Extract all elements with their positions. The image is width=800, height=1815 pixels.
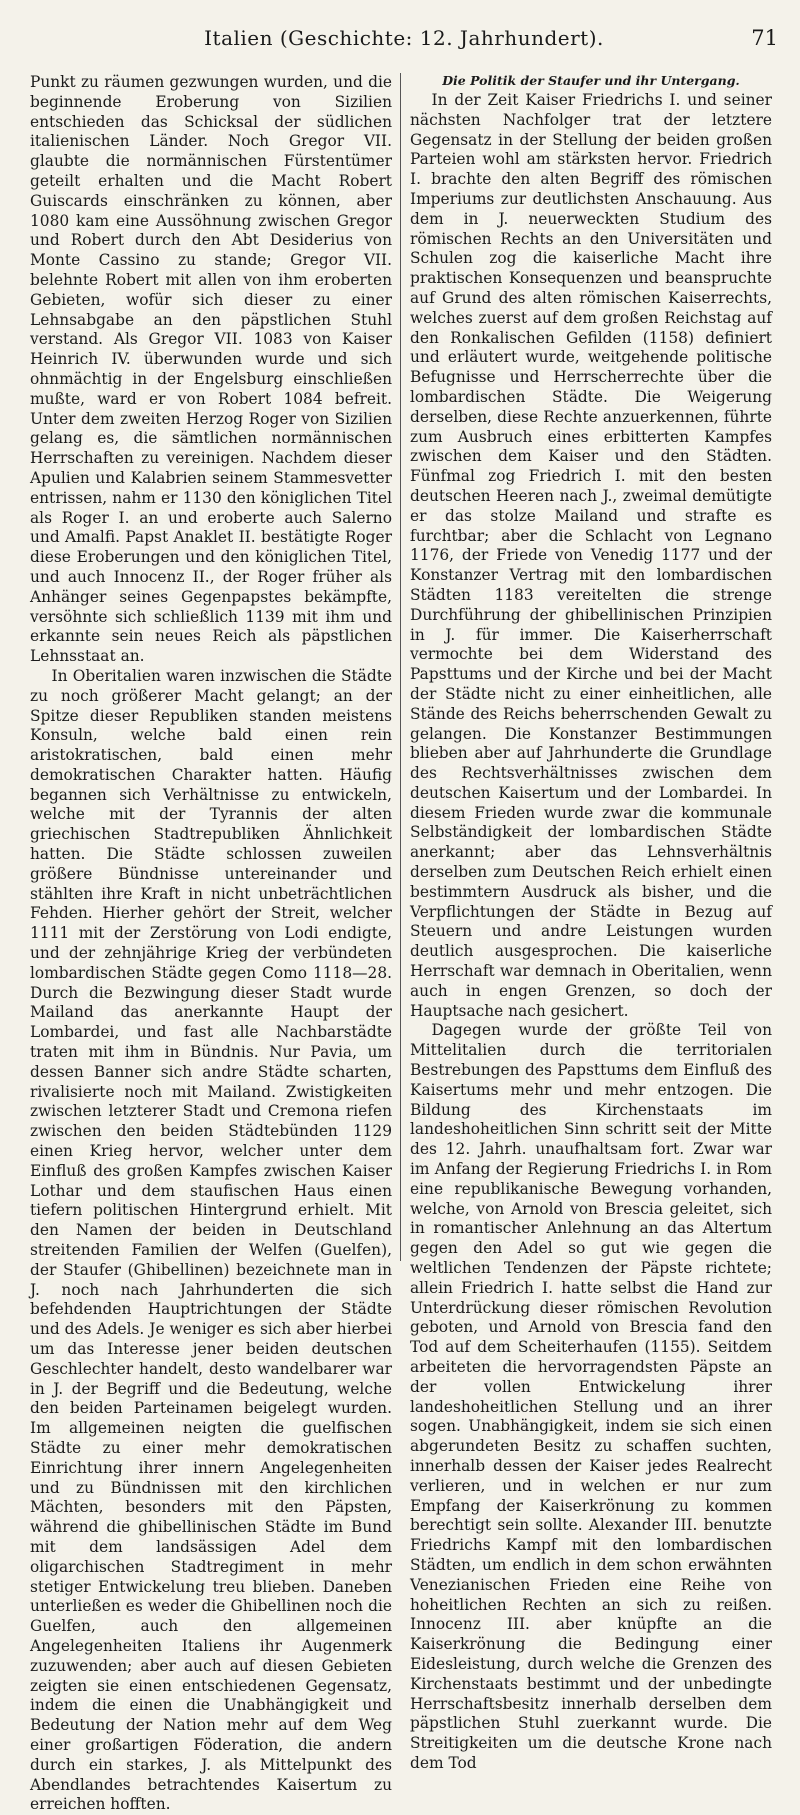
section-heading: Die Politik der Staufer und ihr Untergang. [442, 73, 740, 88]
left-column [30, 73, 392, 1814]
page-number: 71 [751, 26, 778, 50]
column-divider [400, 73, 401, 1261]
paragraph: In Oberitalien waren inzwischen die Städte zu noch größerer Macht gelangt; an der Spitze dieser Republiken standen meistens Konsuln, welche bald einen rein aristokratischen, bald einen mehr demokratischen Charakter hatten. Häufig begannen sich Verhältnisse zu entwickeln, welche mit der Tyrannis der alten griechischen Stadtrepubliken Ähnlichkeit hatten. Die Städte schlossen zuweilen größere Bündnisse untereinander und stählten ihre Kraft in nicht unbeträchtlichen Fehden. Hierher gehört der Streit, welcher 1111 mit der Zerstörung von Lodi endigte, und der zehnjährige Krieg der verbündeten lombardischen Städte gegen Como 1118—28. Durch die Bezwingung dieser Stadt wurde Mailand das anerkannte Haupt der Lombardei, und fast alle Nachbarstädte traten mit ihm in Bündnis. Nur Pavia, um dessen Banner sich andre Städte scharten, rivalisierte noch mit Mailand. Zwistigkeiten zwischen letzterer Stadt und Cremona riefen zwischen den beiden Städtebünden 1129 einen Krieg hervor, welcher unter dem Einfluß des großen Kampfes zwischen Kaiser Lothar und dem staufischen Haus einen tiefern politischen Hintergrund erhielt. Mit den Namen der beiden in Deutschland streitenden Familien der Welfen (Guelfen), der Staufer (Ghibellinen) bezeichnete man in J. noch nach Jahrhunderten die sich befehdenden Hauptrichtungen der Städte und des Adels. Je weniger es sich aber hierbei um das Interesse jener beiden deutschen Geschlechter handelt, desto wandelbarer war in J. der Begriff und die Bedeutung, welche den beiden Parteinamen beigelegt wurden. Im allgemeinen neigten die guelfischen Städte zu einer mehr demokratischen Einrichtung ihrer innern Angelegenheiten und zu Bündnissen mit den kirchlichen Mächten, besonders mit den Päpsten, während die ghibellinischen Städte im Bund mit dem landsässigen Adel dem oligarchischen Stadtregiment in mehr stetiger Entwickelung treu blieben. Daneben unterließen es weder die Ghibellinen noch die Guelfen, auch den allgemeinen Angelegenheiten Italiens ihr Augenmerk zuzuwenden; aber auch auf diesen Gebieten zeigten sie einen entschiedenen Gegensatz, indem die einen die Unabhängigkeit und Bedeutung der Nation mehr auf dem Weg einer großartigen Föderation, die andern durch ein starkes, J. als Mittelpunkt des Abendlandes betrachtendes Kaisertum zu erreichen hofften. [30, 666, 392, 1814]
paragraph: Dagegen wurde der größte Teil von Mittelitalien durch die territorialen Bestrebungen des Papsttums dem Einfluß des Kaisertums mehr und mehr entzogen. Die Bildung des Kirchenstaats im landeshoheitlichen Sinn schritt seit der Mitte des 12. Jahrh. unaufhaltsam fort. Zwar war im Anfang der Regierung Friedrichs I. in Rom eine republikanische Bewegung vorhanden, welche, von Arnold von Brescia geleitet, sich in romantischer Anlehnung an das Altertum gegen den Adel so gut wie gegen die weltlichen Tendenzen der Päpste richtete; allein Friedrich I. hatte selbst die Hand zur Unterdrückung dieser römischen Revolution geboten, und Arnold von Brescia fand den Tod auf dem Scheiterhaufen (1155). Seitdem arbeiteten die hervorragendsten Päpste an der vollen Entwickelung ihrer landeshoheitlichen Stellung und an ihrer sogen. Unabhängigkeit, indem sie sich einen abgerundeten Besitz zu schaffen suchten, innerhalb dessen der Kaiser jedes Realrecht verlieren, und in welchen er nur zum Empfang der Kaiserkrönung zu kommen berechtigt sein sollte. Alexander III. benutzte Friedrichs Kampf mit den lombardischen Städten, um endlich in dem schon erwähnten Venezianischen Frieden eine Reihe von hoheitlichen Rechten an sich zu reißen. Innocenz III. aber knüpfte an die Kaiserkrönung die Bedingung einer Eidesleistung, durch welche die Grenzen des Kirchenstaats bestimmt und der unbedingte Herrschaftsbesitz innerhalb derselben dem päpstlichen Stuhl zuerkannt wurde. Die Streitigkeiten um die deutsche Krone nach dem Tod [410, 1021, 772, 1772]
paragraph: Punkt zu räumen gezwungen wurden, und die beginnende Eroberung von Sizilien entschieden das Schicksal der südlichen italienischen Länder. Noch Gregor VII. glaubte die normännischen Fürstentümer geteilt erhalten und die Macht Robert Guiscards einschränken zu können, aber 1080 kam eine Aussöhnung zwischen Gregor und Robert durch den Abt Desiderius von Monte Cassino zu stande; Gregor VII. belehnte Robert mit allen von ihm eroberten Gebieten, wofür sich dieser zu einer Lehnsabgabe an den päpstlichen Stuhl verstand. Als Gregor VII. 1083 von Kaiser Heinrich IV. überwunden wurde und sich ohnmächtig in der Engelsburg einschließen mußte, ward er von Robert 1084 befreit. Unter dem zweiten Herzog Roger von Sizilien gelang es, die sämtlichen normännischen Herrschaften zu vereinigen. Nachdem dieser Apulien und Kalabrien seinem Stammesvetter entrissen, nahm er 1130 den königlichen Titel als Roger I. an und eroberte auch Salerno und Amalfi. Papst Anaklet II. bestätigte Roger diese Eroberungen und den königlichen Titel, und auch Innocenz II., der Roger früher als Anhänger seines Gegenpapstes bekämpfte, versöhnte sich schließlich 1139 mit ihm und erkannte sein neues Reich als päpstlichen Lehnsstaat an. [30, 73, 392, 666]
right-column [410, 73, 772, 1772]
running-title: Italien (Geschichte: 12. Jahrhundert). [204, 26, 604, 50]
paragraph: In der Zeit Kaiser Friedrichs I. und seiner nächsten Nachfolger trat der letztere Gegensatz in der Stellung der beiden großen Parteien wohl am stärksten hervor. Friedrich I. brachte den alten Begriff des römischen Imperiums zur deutlichsten Anschauung. Aus dem in J. neuerweckten Studium des römischen Rechts an den Universitäten und Schulen zog die kaiserliche Macht ihre praktischen Konsequenzen und beanspruchte auf Grund des alten römischen Kaiserrechts, welches zuerst auf dem großen Reichstag auf den Ronkalischen Gefilden (1158) definiert und erläutert wurde, weitgehende politische Befugnisse und Herrscherrechte über die lombardischen Städte. Die Weigerung derselben, diese Rechte anzuerkennen, führte zum Ausbruch eines erbitterten Kampfes zwischen dem Kaiser und den Städten. Fünfmal zog Friedrich I. mit den besten deutschen Heeren nach J., zweimal demütigte er das stolze Mailand und strafte es furchtbar; aber die Schlacht von Legnano 1176, der Friede von Venedig 1177 und der Konstanzer Vertrag mit den lombardischen Städten 1183 vereitelten die strenge Durchführung der ghibellinischen Prinzipien in J. für immer. Die Kaiserherrschaft vermochte bei dem Widerstand des Papsttums und der Kirche und bei der Macht der Städte nicht zu einer einheitlichen, alle Stände des Reichs beherrschenden Gewalt zu gelangen. Die Konstanzer Bestimmungen blieben aber auf Jahrhunderte die Grundlage des Rechtsverhältnisses zwischen dem deutschen Kaisertum und der Lombardei. In diesem Frieden wurde zwar die kommunale Selbständigkeit der lombardischen Städte anerkannt; aber das Lehnsverhältnis derselben zum Deutschen Reich erhielt einen bestimmtern Ausdruck als bisher, und die Verpflichtungen der Städte in Bezug auf Steuern und andre Leistungen wurden deutlich ausgesprochen. Die kaiserliche Herrschaft war demnach in Oberitalien, wenn auch in engen Grenzen, so doch der Hauptsache nach gesichert. [410, 91, 772, 1020]
page-header [30, 26, 778, 66]
